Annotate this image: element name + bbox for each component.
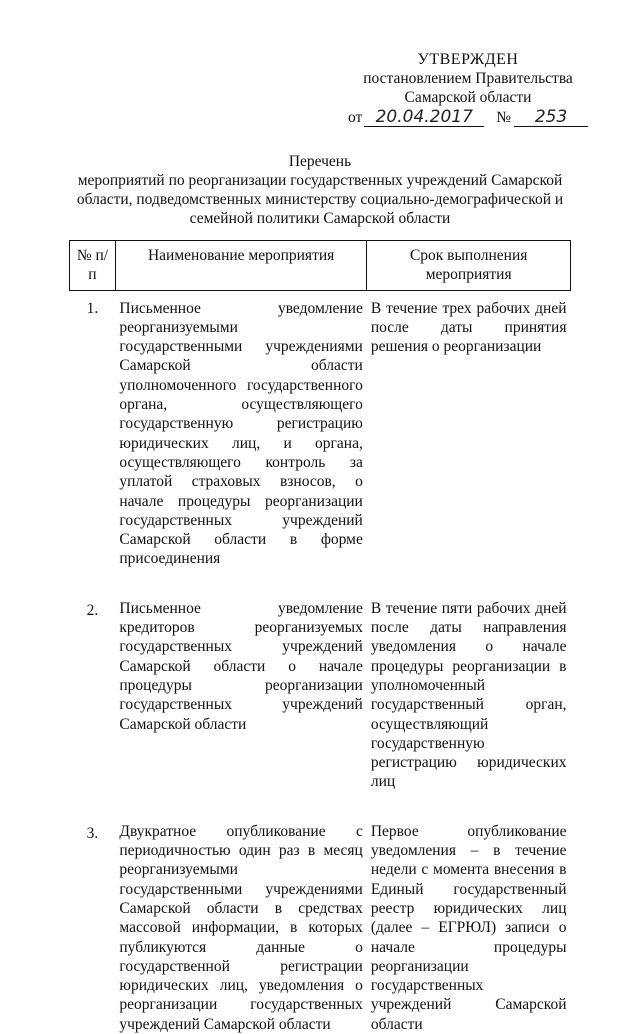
date-prefix: от — [347, 109, 363, 126]
approval-line-1: постановлением Правительства — [363, 70, 573, 87]
row-name: Письменное уведомление кредиторов реорганизуемых государственных учреждений Самарской области о начале процедуры реорганизации государственных учреждений Самарской области — [119, 599, 363, 733]
number-sign: № — [496, 109, 512, 126]
header-deadline: Срок выполнения мероприятия — [367, 241, 571, 291]
events-table — [69, 240, 571, 1034]
heading-subtitle: мероприятий по реорганизации государственных учреждений Самарской области, подведомственных министерству социально-демографической и семейной политики Самарской области — [76, 172, 564, 227]
row-num: 2. — [86, 601, 99, 619]
row-num: 1. — [86, 299, 99, 317]
approval-title: УТВЕРЖДЕН — [417, 51, 519, 68]
approval-dateline — [328, 108, 608, 127]
table-row — [70, 822, 571, 1034]
table-header-row — [70, 241, 571, 291]
handwritten-number: 253 — [514, 108, 588, 127]
header-name: Наименование мероприятия — [115, 241, 366, 291]
header-num: № п/п — [70, 241, 116, 291]
document-heading — [60, 152, 580, 228]
row-deadline: В течение пяти рабочих дней после даты направления уведомления о начале процедуры реорганизации в уполномоченный государственный орган, осуществляющий государственную регистрацию юридических лиц — [370, 599, 567, 791]
handwritten-date: 20.04.2017 — [364, 108, 484, 127]
row-deadline: В течение трех рабочих дней после даты принятия решения о реорганизации — [370, 299, 567, 356]
table-row — [70, 599, 571, 822]
row-name: Письменное уведомление реорганизуемыми государственными учреждениями Самарской области уполномоченного государственного органа, осуществляющего государственную регистрацию юридических лиц, и органа, осуществляющего контроль за уплатой страховых взносов, о начале процедуры реорганизации государственных учреждений Самарской области в форме присоединения — [119, 299, 363, 568]
heading-title: Перечень — [288, 153, 352, 170]
approval-block — [328, 50, 608, 127]
table-row — [70, 290, 571, 599]
row-name: Двукратное опубликование с периодичностью один раз в месяц реорганизуемыми государственными учреждениями Самарской области в средствах массовой информации, в которых публикуются данные о государственной регистрации юридических лиц, уведомления о реорганизации государственных учреждений Самарской области — [119, 822, 363, 1033]
row-deadline: Первое опубликование уведомления – в течение недели с момента внесения в Единый государственный реестр юридических лиц (далее – ЕГРЮЛ) записи о начале процедуры реорганизации государственных учреждений Самарской области — [370, 822, 567, 1033]
row-num: 3. — [86, 824, 99, 842]
approval-line-2: Самарской области — [404, 89, 532, 106]
